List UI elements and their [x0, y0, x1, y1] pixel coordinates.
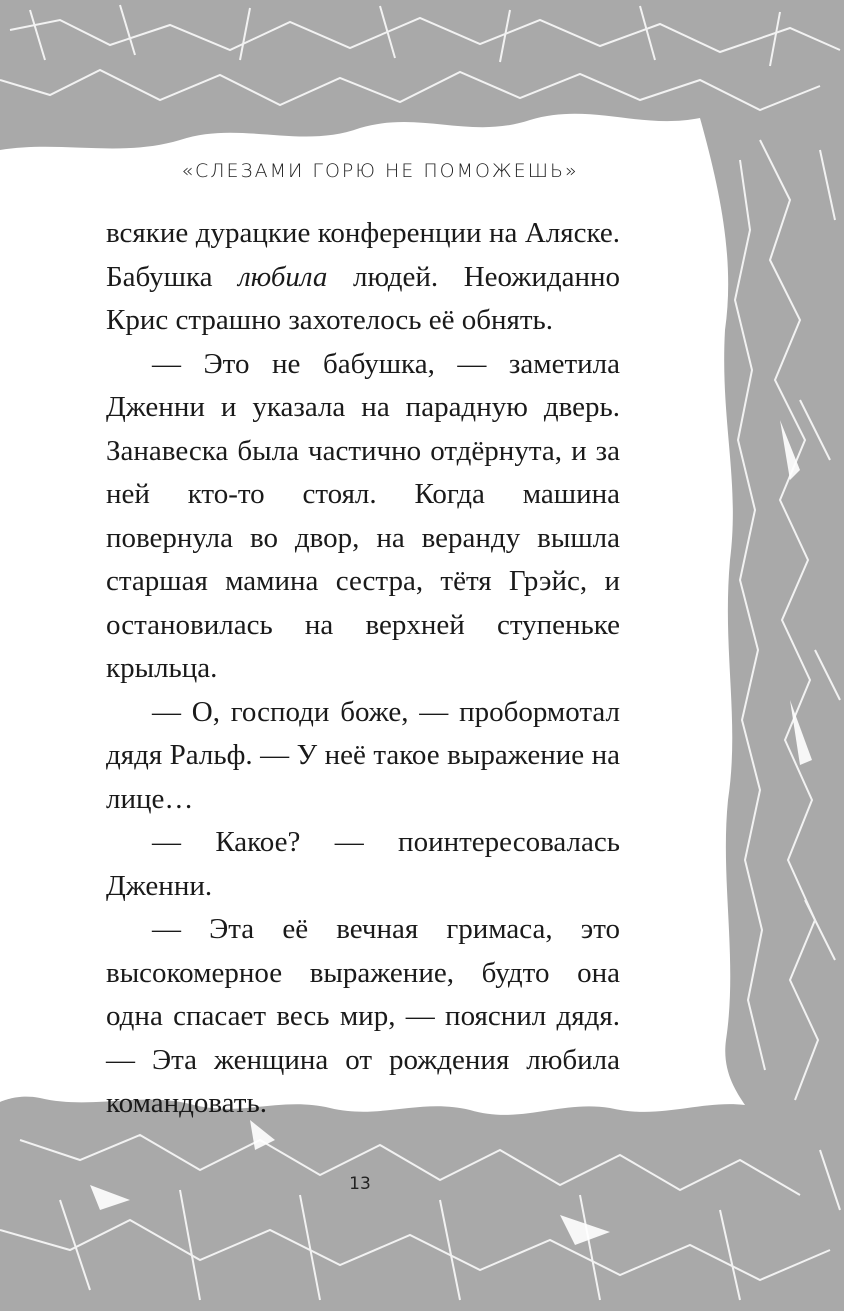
paragraph: — Эта её вечная гримаса, это высокомерное выражение, будто она одна спасает весь мир, — пояснил дядя. — Эта женщина от рождения любила командовать.	[106, 913, 620, 1119]
paragraph	[106, 212, 620, 343]
paragraph-text: людей. Неожиданно Крис страшно захотелось её обнять.	[106, 260, 621, 336]
running-header: «СЛЕЗАМИ ГОРЮ НЕ ПОМОЖЕШЬ»	[181, 160, 579, 182]
paragraph-text: всякие дурацкие конференции на Аляске. Бабушка	[106, 217, 620, 293]
emphasis-text: любила	[238, 260, 328, 293]
paragraph: — Какое? — поинтересовалась Дженни.	[106, 826, 620, 902]
paragraph: — О, господи боже, — пробормотал дядя Ральф. — У неё такое выражение на лице…	[106, 695, 620, 815]
paragraph: — Это не бабушка, — заметила Дженни и указала на парадную дверь. Занавеска была частично отдёрнута, и за ней кто-то стоял. Когда машина повернула во двор, на веранду вышла старшая мамина сестра, тётя Грэйс, и остановилась на верхней ступеньке крыльца.	[106, 347, 620, 684]
page-number: 13	[349, 1174, 371, 1194]
body-text	[106, 212, 620, 1126]
